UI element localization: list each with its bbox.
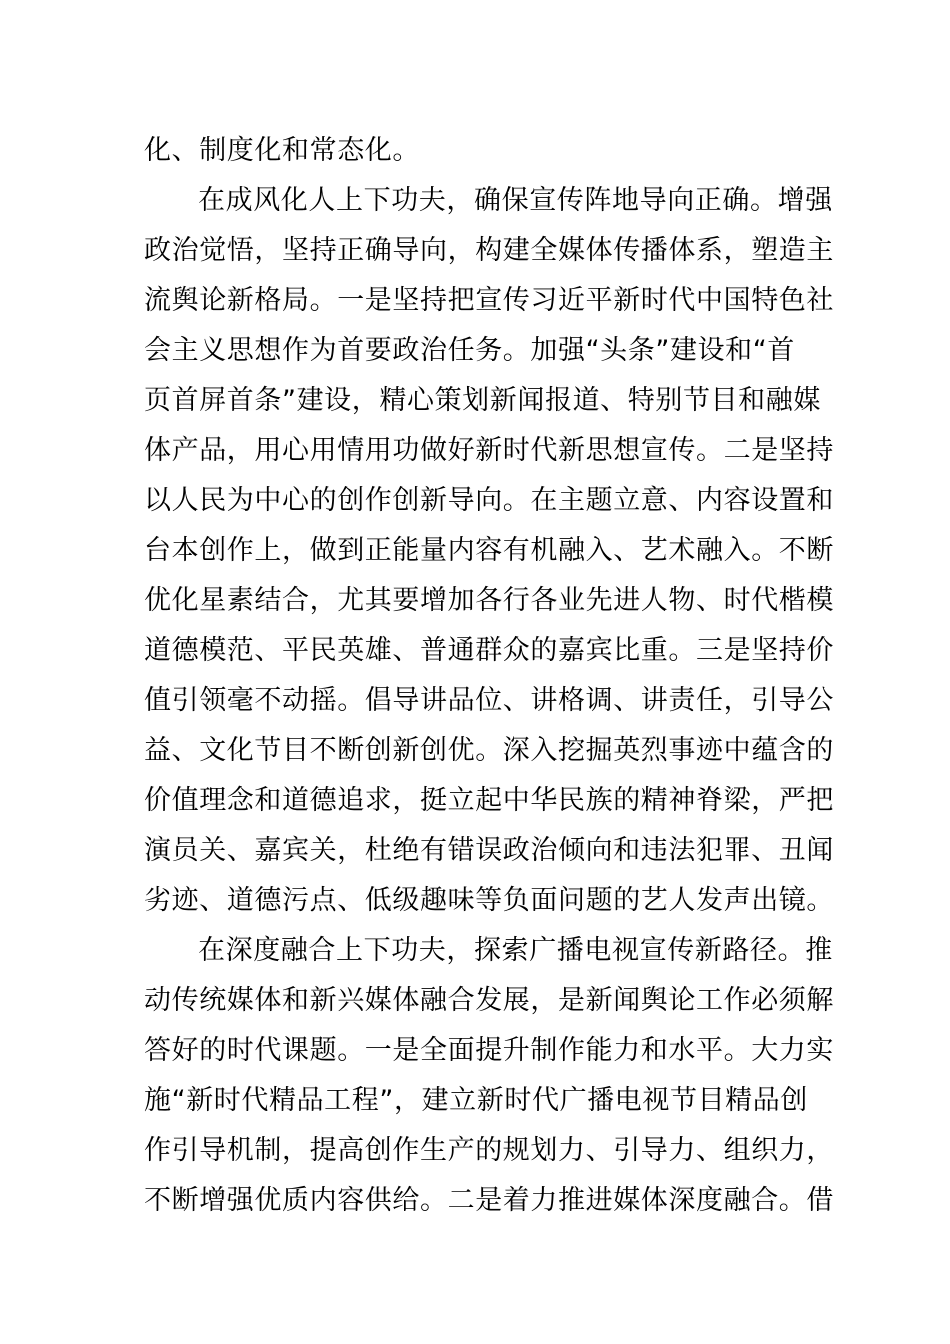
text-line: 以人民为中心的创作创新导向。在主题立意、内容设置和 [144, 485, 834, 516]
text-line: 值引领毫不动摇。倡导讲品位、讲格调、讲责任，引导公 [144, 685, 834, 716]
text-line: 演员关、嘉宾关，杜绝有错误政治倾向和违法犯罪、丑闻 [144, 835, 834, 866]
text-line: 政治觉悟，坚持正确导向，构建全媒体传播体系，塑造主 [144, 235, 834, 266]
text-line: 作引导机制，提高创作生产的规划力、引导力、组织力， [144, 1135, 834, 1166]
text-line: 道德模范、平民英雄、普通群众的嘉宾比重。三是坚持价 [144, 635, 834, 666]
text-line: 优化星素结合，尤其要增加各行各业先进人物、时代楷模 [144, 585, 834, 616]
text-line: 价值理念和道德追求，挺立起中华民族的精神脊梁，严把 [144, 785, 834, 816]
text-line: 施“新时代精品工程”，建立新时代广播电视节目精品创 [144, 1085, 808, 1116]
text-line: 不断增强优质内容供给。二是着力推进媒体深度融合。借 [144, 1185, 834, 1216]
paragraph-first-line: 在深度融合上下功夫，探索广播电视宣传新路径。推 [198, 935, 833, 966]
text-line: 会主义思想作为首要政治任务。加强“头条”建设和“首 [144, 335, 795, 366]
paragraph-first-line: 在成风化人上下功夫，确保宣传阵地导向正确。增强 [198, 185, 833, 216]
text-line: 台本创作上，做到正能量内容有机融入、艺术融入。不断 [144, 535, 834, 566]
body-text [144, 126, 834, 1226]
text-line: 答好的时代课题。一是全面提升制作能力和水平。大力实 [144, 1035, 834, 1066]
text-line: 劣迹、道德污点、低级趣味等负面问题的艺人发声出镜。 [144, 885, 834, 916]
text-line: 页首屏首条”建设，精心策划新闻报道、特别节目和融媒 [144, 385, 821, 416]
text-line: 体产品，用心用情用功做好新时代新思想宣传。二是坚持 [144, 435, 834, 466]
text-line: 流舆论新格局。一是坚持把宣传习近平新时代中国特色社 [144, 285, 834, 316]
text-line: 益、文化节目不断创新创优。深入挖掘英烈事迹中蕴含的 [144, 735, 834, 766]
text-line: 动传统媒体和新兴媒体融合发展，是新闻舆论工作必须解 [144, 985, 834, 1016]
text-line: 化、制度化和常态化。 [144, 135, 420, 166]
